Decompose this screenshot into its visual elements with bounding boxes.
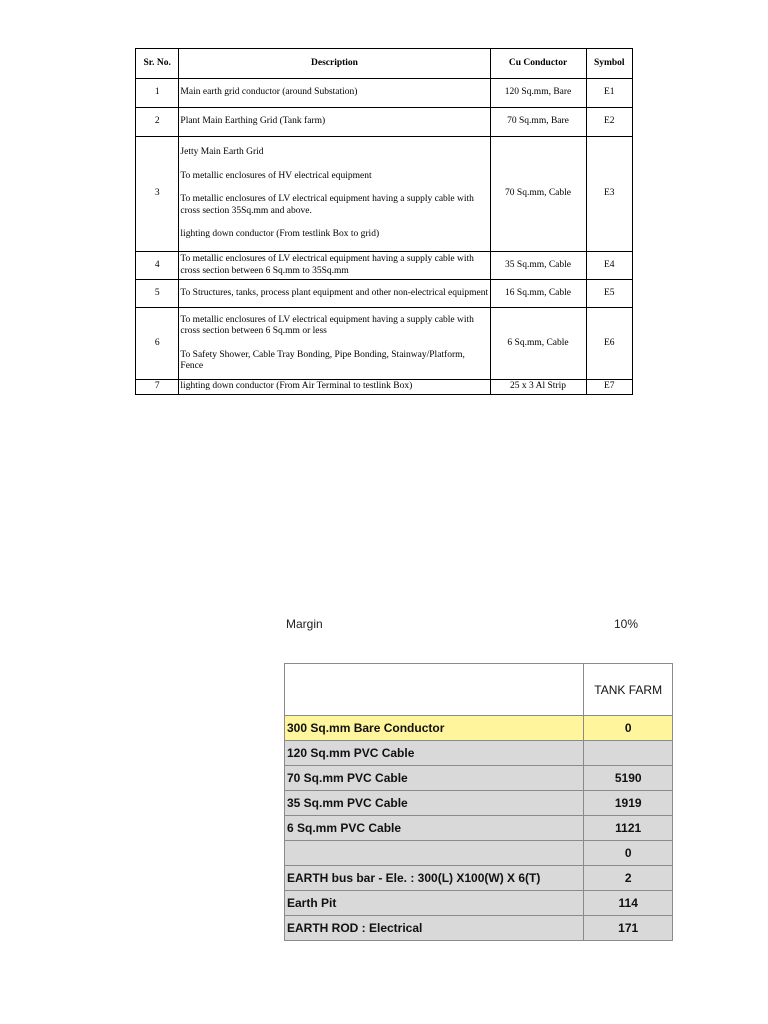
item-cell: EARTH ROD : Electrical xyxy=(285,916,584,941)
sr-cell: 4 xyxy=(136,252,179,280)
description-line: To metallic enclosures of HV electrical equipment xyxy=(180,170,372,181)
table-row xyxy=(136,79,633,108)
cu-conductor-cell: 70 Sq.mm, Cable xyxy=(490,137,586,252)
quantity-header-row xyxy=(285,664,673,716)
conductor-schedule-table xyxy=(135,48,633,395)
description-line: To metallic enclosures of LV electrical equipment having a supply cable with cross section between 6 Sq.mm to 35Sq.mm xyxy=(180,254,474,276)
symbol-cell: E4 xyxy=(586,252,633,280)
value-cell xyxy=(584,741,673,766)
table-row xyxy=(285,741,673,766)
table-row xyxy=(136,380,633,395)
description-line: To Structures, tanks, process plant equipment and other non-electrical equipment xyxy=(180,287,489,298)
description-line: To metallic enclosures of LV electrical equipment having a supply cable with cross section between 6 Sq.mm or less xyxy=(180,314,474,336)
table-row xyxy=(285,791,673,816)
sr-cell: 1 xyxy=(136,79,179,108)
table-row xyxy=(285,916,673,941)
item-cell: 70 Sq.mm PVC Cable xyxy=(285,766,584,791)
table-row xyxy=(136,252,633,280)
symbol-cell: E3 xyxy=(586,137,633,252)
table-row xyxy=(136,137,633,252)
item-cell: 6 Sq.mm PVC Cable xyxy=(285,816,584,841)
value-cell: 114 xyxy=(584,891,673,916)
header-sr-no: Sr. No. xyxy=(136,49,179,79)
sr-cell: 7 xyxy=(136,380,179,395)
item-cell: Earth Pit xyxy=(285,891,584,916)
symbol-cell: E1 xyxy=(586,79,633,108)
margin-value: 10% xyxy=(614,617,639,631)
value-cell: 171 xyxy=(584,916,673,941)
table-row xyxy=(285,716,673,741)
symbol-cell: E2 xyxy=(586,108,633,137)
value-cell: 0 xyxy=(584,841,673,866)
description-line: To Safety Shower, Cable Tray Bonding, Pipe Bonding, Stainway/Platform, Fence xyxy=(180,349,465,371)
cu-conductor-cell: 120 Sq.mm, Bare xyxy=(490,79,586,108)
description-line: lighting down conductor (From testlink Box to grid) xyxy=(180,229,380,240)
table-row xyxy=(285,766,673,791)
sr-cell: 2 xyxy=(136,108,179,137)
margin-label: Margin xyxy=(286,617,323,631)
description-line: Plant Main Earthing Grid (Tank farm) xyxy=(180,116,326,127)
item-cell: 35 Sq.mm PVC Cable xyxy=(285,791,584,816)
value-cell: 1121 xyxy=(584,816,673,841)
item-cell xyxy=(285,841,584,866)
table-row xyxy=(285,816,673,841)
sr-cell: 6 xyxy=(136,308,179,380)
description-line: lighting down conductor (From Air Terminal to testlink Box) xyxy=(180,381,413,392)
description-cell xyxy=(179,308,490,380)
table-row xyxy=(136,280,633,308)
item-cell: 120 Sq.mm PVC Cable xyxy=(285,741,584,766)
cu-conductor-cell: 16 Sq.mm, Cable xyxy=(490,280,586,308)
sr-cell: 3 xyxy=(136,137,179,252)
description-cell xyxy=(179,137,490,252)
cu-conductor-cell: 6 Sq.mm, Cable xyxy=(490,308,586,380)
value-cell: 5190 xyxy=(584,766,673,791)
description-cell xyxy=(179,252,490,280)
item-cell: 300 Sq.mm Bare Conductor xyxy=(285,716,584,741)
header-cu-conductor: Cu Conductor xyxy=(490,49,586,79)
quantity-table xyxy=(284,663,673,941)
table-row xyxy=(285,891,673,916)
symbol-cell: E6 xyxy=(586,308,633,380)
description-cell xyxy=(179,280,490,308)
item-cell: EARTH bus bar - Ele. : 300(L) X100(W) X 6(T) xyxy=(285,866,584,891)
cu-conductor-cell: 70 Sq.mm, Bare xyxy=(490,108,586,137)
description-cell xyxy=(179,79,490,108)
description-cell xyxy=(179,108,490,137)
header-item xyxy=(285,664,584,716)
table-row xyxy=(136,308,633,380)
value-cell: 1919 xyxy=(584,791,673,816)
value-cell: 0 xyxy=(584,716,673,741)
description-line: Jetty Main Earth Grid xyxy=(180,147,264,158)
table-row xyxy=(285,841,673,866)
header-tank-farm: TANK FARM xyxy=(584,664,673,716)
value-cell: 2 xyxy=(584,866,673,891)
cu-conductor-cell: 35 Sq.mm, Cable xyxy=(490,252,586,280)
conductor-table-header-row xyxy=(136,49,633,79)
description-line: To metallic enclosures of LV electrical equipment having a supply cable with cross section 35Sq.mm and above. xyxy=(180,194,474,216)
sr-cell: 5 xyxy=(136,280,179,308)
symbol-cell: E7 xyxy=(586,380,633,395)
table-row xyxy=(136,108,633,137)
description-line: Main earth grid conductor (around Substation) xyxy=(180,87,358,98)
description-cell xyxy=(179,380,490,395)
header-description: Description xyxy=(179,49,490,79)
cu-conductor-cell: 25 x 3 Al Strip xyxy=(490,380,586,395)
table-row xyxy=(285,866,673,891)
header-symbol: Symbol xyxy=(586,49,633,79)
symbol-cell: E5 xyxy=(586,280,633,308)
